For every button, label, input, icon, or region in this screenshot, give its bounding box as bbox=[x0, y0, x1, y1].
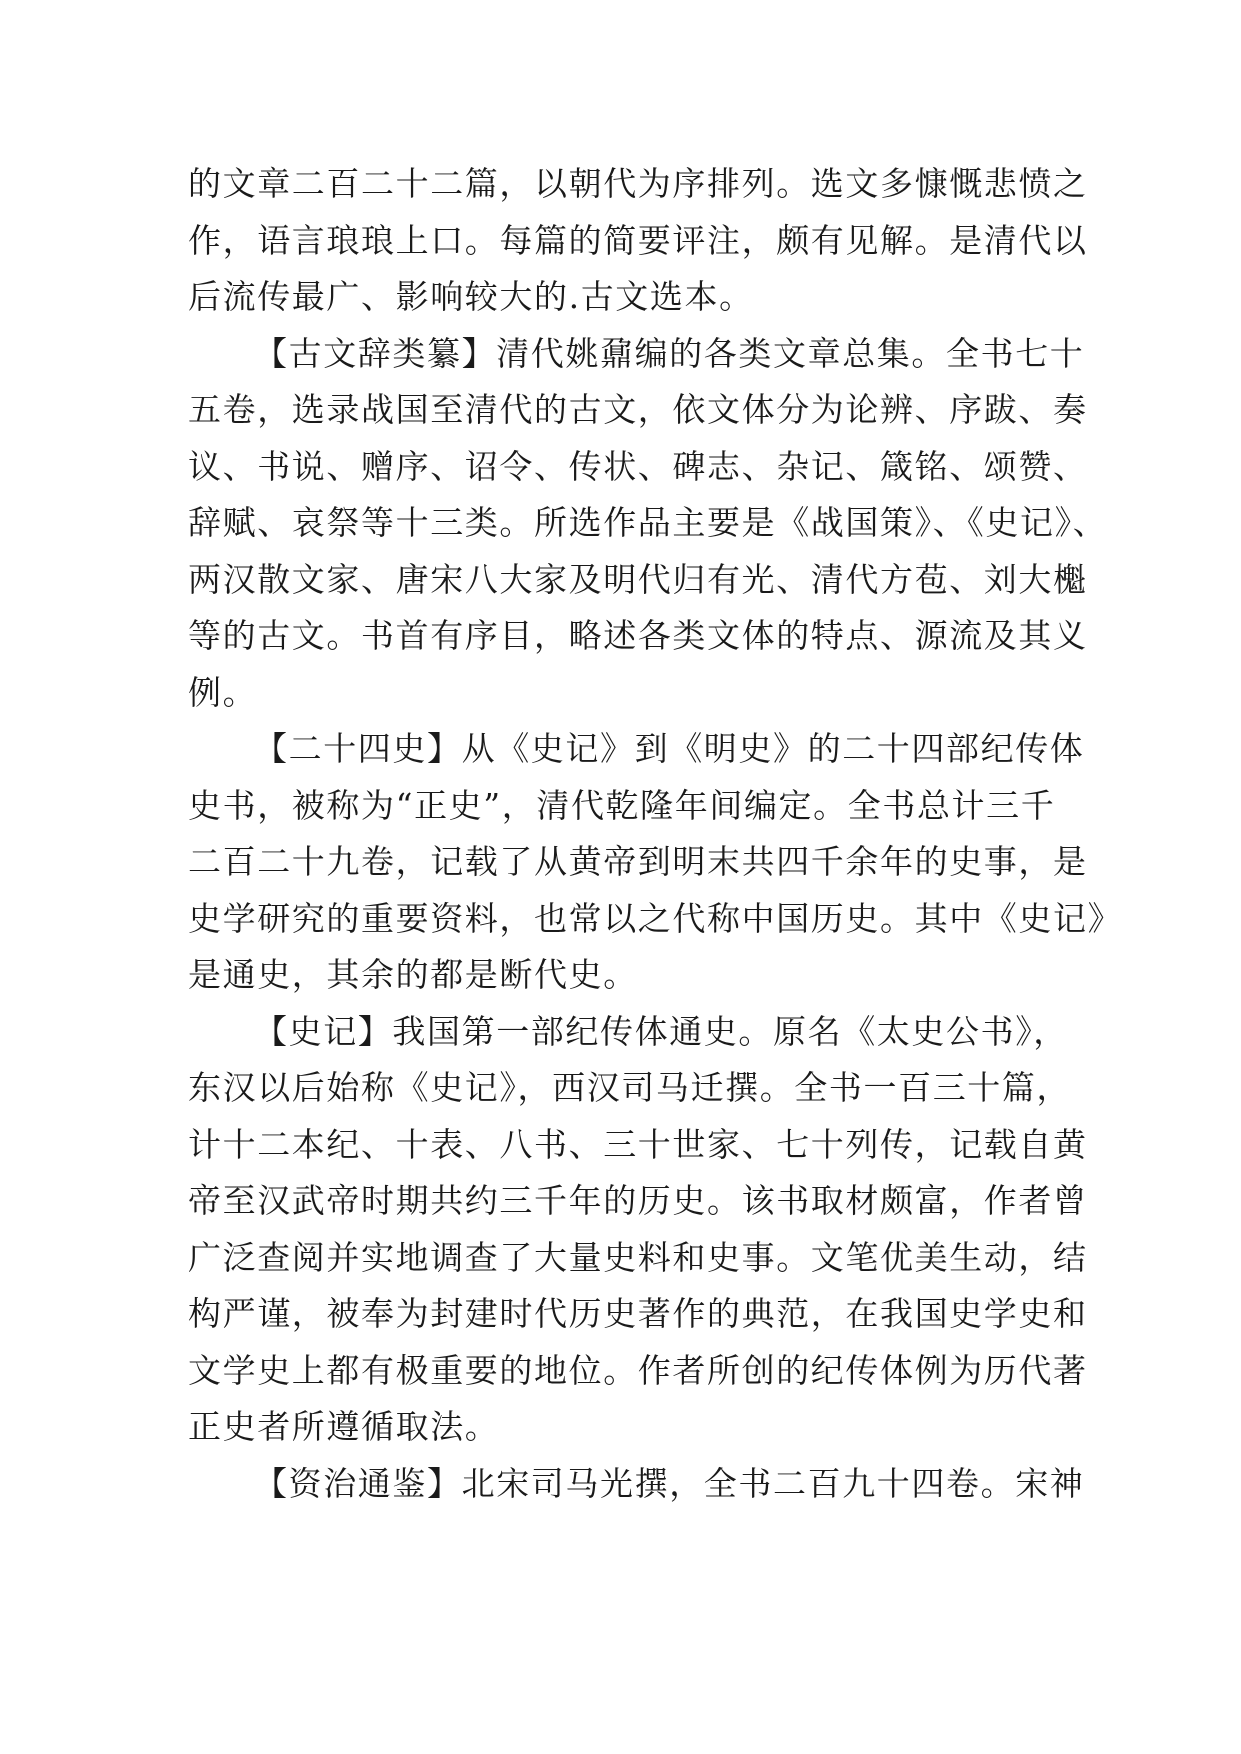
text-line: 辞赋、哀祭等十三类。所选作品主要是《战国策》、《史记》、 bbox=[188, 503, 1108, 542]
text-line: 正史者所遵循取法。 bbox=[188, 1407, 500, 1446]
text-line: 是通史，其余的都是断代史。 bbox=[188, 955, 638, 994]
text-line: 作，语言琅琅上口。每篇的简要评注，颇有见解。是清代以 bbox=[188, 220, 1088, 260]
text-line: 的文章二百二十二篇，以朝代为序排列。选文多慷慨悲愤之 bbox=[188, 164, 1088, 203]
text-line: 例。 bbox=[188, 672, 258, 712]
text-line: 后流传最广、影响较大的.古文选本。 bbox=[188, 277, 754, 316]
text-line: 东汉以后始称《史记》，西汉司马迁撰。全书一百三十篇， bbox=[188, 1068, 1072, 1107]
entry-heading-line-zizhitongjian: 【资治通鉴】北宋司马光撰，全书二百九十四卷。宋神 bbox=[254, 1463, 1085, 1503]
text-line: 构严谨，被奉为封建时代历史著作的典范，在我国史学史和 bbox=[188, 1294, 1088, 1333]
text-line: 文学史上都有极重要的地位。作者所创的纪传体例为历代著 bbox=[188, 1350, 1088, 1390]
entry-heading-line-shiji: 【史记】我国第一部纪传体通史。原名《太史公书》， bbox=[254, 1011, 1068, 1051]
text-line: 史学研究的重要资料，也常以之代称中国历史。其中《史记》 bbox=[188, 898, 1123, 938]
text-line: 史书，被称为“正史”，清代乾隆年间编定。全书总计三千 bbox=[188, 785, 1056, 825]
text-line: 计十二本纪、十表、八书、三十世家、七十列传，记载自黄 bbox=[188, 1124, 1088, 1164]
text-line: 二百二十九卷，记载了从黄帝到明末共四千余年的史事，是 bbox=[188, 842, 1088, 881]
text-line: 帝至汉武帝时期共约三千年的历史。该书取材颇富，作者曾 bbox=[188, 1181, 1088, 1220]
text-line: 议、书说、赠序、诏令、传状、碑志、杂记、箴铭、颂赞、 bbox=[188, 446, 1088, 486]
text-line: 五卷，选录战国至清代的古文，依文体分为论辨、序跋、奏 bbox=[188, 390, 1088, 429]
document-body bbox=[188, 156, 1123, 1512]
entry-heading-line-ershisishi: 【二十四史】从《史记》到《明史》的二十四部纪传体 bbox=[254, 729, 1085, 768]
text-line: 等的古文。书首有序目，略述各类文体的特点、源流及其义 bbox=[188, 616, 1088, 655]
text-line: 广泛查阅并实地调查了大量史料和史事。文笔优美生动，结 bbox=[188, 1237, 1088, 1277]
text-line: 两汉散文家、唐宋八大家及明代归有光、清代方苞、刘大櫆 bbox=[188, 559, 1088, 599]
entry-heading-line-guwen-cileizuan: 【古文辞类纂】清代姚鼐编的各类文章总集。全书七十 bbox=[254, 333, 1085, 373]
